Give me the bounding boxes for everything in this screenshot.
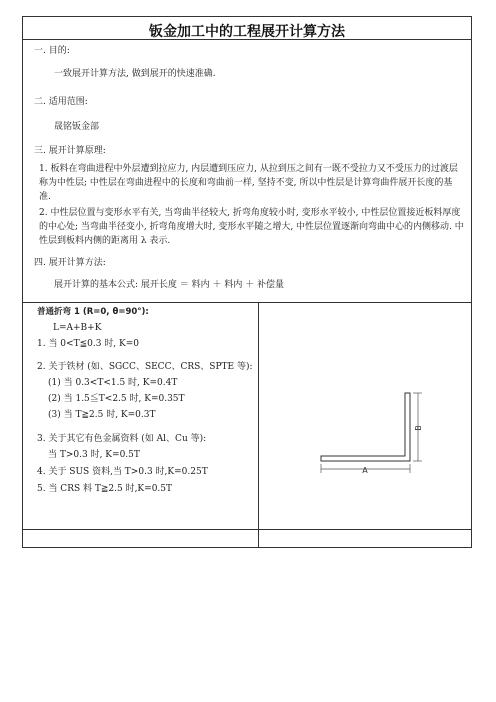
rule-item: (1) 当 0.3<T<1.5 时, K=0.4T bbox=[48, 378, 178, 388]
rule-item: (3) 当 T≧2.5 时, K=0.3T bbox=[48, 410, 156, 420]
dimension-b-label: B bbox=[414, 425, 423, 431]
section-1-heading: 一. 目的: bbox=[34, 46, 70, 56]
rule-item: 当 T>0.3 时, K=0.5T bbox=[48, 450, 140, 460]
bend-diagram bbox=[259, 303, 471, 528]
section-3-paragraph-2: 2. 中性层位置与变形水平有关, 当弯曲半径较大, 折弯角度较小时, 变形水平较小, 中性层位置接近板料厚度的中心处; 当弯曲半径变小, 折弯角度增大时, 变形水平随之增大, 中性层位置逐渐向弯曲中心的内侧移动. 中性层到板料内侧的距离用 λ 表示. bbox=[39, 208, 464, 246]
section-2-body: 晟铭钣金部 bbox=[54, 122, 100, 132]
bend-heading: 普通折弯 1 (R=0, θ=90°): bbox=[37, 307, 149, 317]
bent-sheet-profile bbox=[321, 393, 410, 461]
section-4-heading: 四. 展开计算方法: bbox=[34, 258, 106, 268]
section-1-body: 一致展开计算方法, 做到展开的快速准确. bbox=[54, 69, 216, 79]
rule-item: 2. 关于铁材 (如、SGCC、SECC、CRS、SPTE 等): bbox=[37, 362, 253, 372]
title-divider bbox=[23, 39, 471, 40]
rule-item: 1. 当 0<T≦0.3 时, K=0 bbox=[37, 339, 140, 349]
table-bottom-border bbox=[23, 529, 471, 530]
rule-item: (2) 当 1.5≦T<2.5 时, K=0.35T bbox=[48, 394, 185, 404]
rule-item: 4. 关于 SUS 资料,当 T>0.3 时,K=0.25T bbox=[37, 467, 208, 477]
section-3-heading: 三. 展开计算原理: bbox=[34, 146, 106, 156]
section-3-paragraph-1: 1. 板料在弯曲进程中外层遭到拉应力, 内层遭到压应力, 从拉到压之间有一既不受拉力又不受压力的过渡层称为中性层; 中性层在弯曲进程中的长度和弯曲前一样, 坚持不变, 所以中性层是计算弯曲件展开长度的基准. bbox=[39, 164, 458, 202]
bend-formula: L=A+B+K bbox=[53, 323, 102, 333]
rule-item: 3. 关于其它有色金属资料 (如 Al、Cu 等): bbox=[37, 434, 207, 444]
rule-item: 5. 当 CRS 料 T≧2.5 时,K=0.5T bbox=[37, 484, 173, 494]
section-2-heading: 二. 适用范围: bbox=[34, 97, 88, 107]
document-page bbox=[22, 16, 472, 548]
basic-formula: 展开计算的基本公式: 展开长度 ＝ 料内 ＋ 料内 ＋ 补偿量 bbox=[54, 280, 285, 290]
page-title: 钣金加工中的工程展开计算方法 bbox=[149, 24, 345, 40]
dimension-a-label: A bbox=[362, 466, 368, 475]
